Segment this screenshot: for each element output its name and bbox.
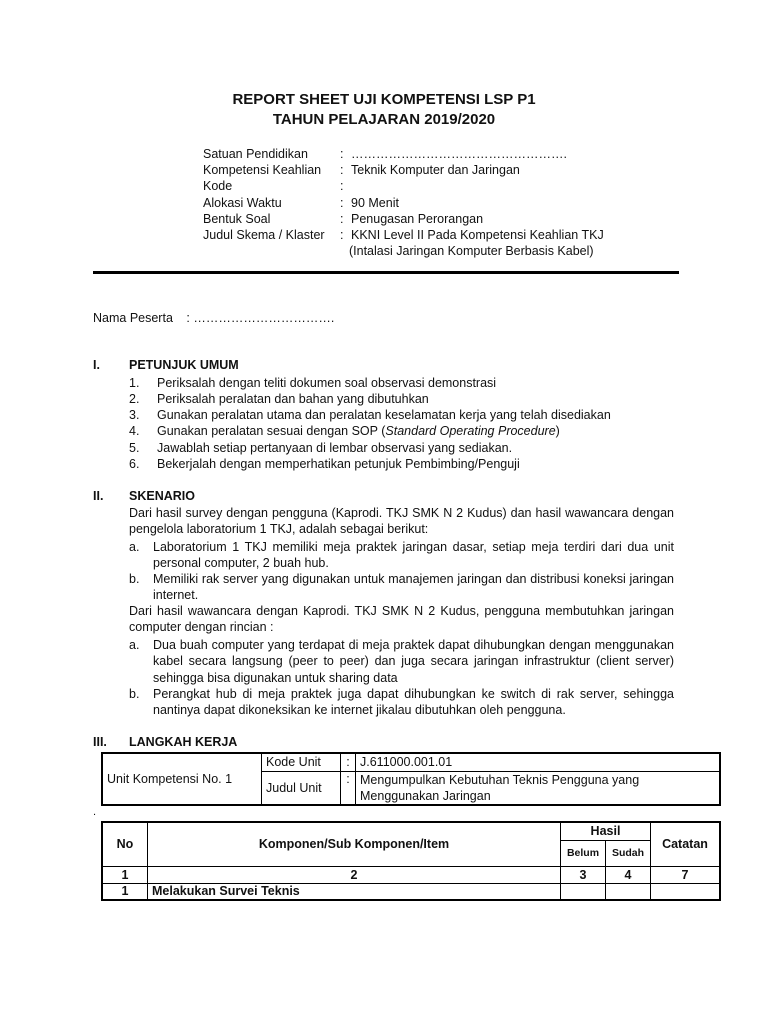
judul-unit-colon: : [341,771,356,805]
col-number: 2 [148,866,561,883]
unit-number-cell: Unit Kompetensi No. 1 [102,753,262,805]
paragraph: Dari hasil wawancara dengan Kaprodi. TKJ SMK N 2 Kudus, pengguna membutuhkan jaringan computer dengan rincian : [129,604,674,635]
list-item-italic-text: Standard Operating Procedure [385,424,556,438]
row-sudah-cell[interactable] [606,883,651,900]
col-number: 7 [651,866,721,883]
section-title: PETUNJUK UMUM [129,358,239,372]
col-number: 3 [561,866,606,883]
meta-colon: : [340,228,344,242]
alpha-list-marker: a. [129,638,140,652]
section-title: LANGKAH KERJA [129,735,238,749]
header-belum: Belum [561,840,606,866]
list-item [129,375,674,391]
table-row [102,883,720,900]
meta-label: Kompetensi Keahlian [203,163,322,177]
alpha-list-marker: b. [129,572,140,586]
list-item-number: 2. [129,392,140,406]
row-no: 1 [102,883,148,900]
header-catatan: Catatan [651,822,721,866]
list-item-number: 3. [129,408,140,422]
list-item [129,456,674,472]
participant-label: Nama Peserta [93,311,173,325]
meta-value: 90 Menit [351,196,399,210]
alpha-list-item [129,686,674,719]
judul-unit-value-line2: Menggunakan Jaringan [360,788,491,803]
header-divider [93,271,679,274]
kode-unit-label: Kode Unit [262,753,341,771]
col-number: 4 [606,866,651,883]
paragraph: Dari hasil survey dengan pengguna (Kaprodi. TKJ SMK N 2 Kudus) dan hasil wawancara dengan pengelola laboratorium 1 TKJ, adalah sebagai berikut: [129,506,674,537]
alpha-list-item [129,637,674,686]
section-title: SKENARIO [129,489,195,503]
document-title-line1: REPORT SHEET UJI KOMPETENSI LSP P1 [232,91,536,108]
judul-unit-value-line1: Mengumpulkan Kebutuhan Teknis Pengguna yang [360,772,640,787]
row-belum-cell[interactable] [561,883,606,900]
alpha-list-item [129,539,674,572]
list-item-text: Periksalah dengan teliti dokumen soal observasi demonstrasi [157,376,497,390]
judul-unit-value [356,771,721,805]
judul-unit-label: Judul Unit [262,771,341,805]
meta-value: KKNI Level II Pada Kompetensi Keahlian TKJ [351,228,604,242]
header-no: No [102,822,148,866]
document-title-line2: TAHUN PELAJARAN 2019/2020 [272,111,496,128]
meta-label: Bentuk Soal [203,212,271,226]
list-item-number: 5. [129,441,140,455]
meta-label: Judul Skema / Klaster [203,228,325,242]
unit-competency-table [101,752,721,806]
alpha-list-item [129,571,674,604]
list-item-number: 4. [129,424,140,438]
list-item-text: Bekerjalah dengan memperhatikan petunjuk Pembimbing/Penguji [157,457,520,471]
alpha-list-marker: a. [129,540,140,554]
component-table [101,821,721,901]
list-item-text: Gunakan peralatan sesuai dengan SOP ( [157,424,386,438]
list-item-text-group [157,423,560,439]
header-sudah: Sudah [606,840,651,866]
section-number: I. [93,358,100,372]
kode-unit-value: J.611000.001.01 [356,753,721,771]
list-item [129,423,674,439]
list-item-text: Jawablah setiap pertanyaan di lembar observasi yang sediakan. [157,441,513,455]
kode-unit-colon: : [341,753,356,771]
meta-colon: : [340,212,344,226]
list-item-text: Gunakan peralatan utama dan peralatan keselamatan kerja yang telah disediakan [157,408,611,422]
header-hasil: Hasil [561,822,651,840]
alpha-list-marker: b. [129,687,140,701]
row-catatan-cell[interactable] [651,883,721,900]
meta-value: ……………………………………………. [351,147,567,161]
header-komponen: Komponen/Sub Komponen/Item [148,822,561,866]
list-item [129,407,674,423]
meta-label: Alokasi Waktu [203,196,282,210]
meta-colon: : [340,196,344,210]
section-number: II. [93,489,104,503]
meta-label: Kode [203,179,233,193]
participant-value-field: : ……………………………. [186,311,335,325]
meta-colon: : [340,179,344,193]
list-item-text: Periksalah peralatan dan bahan yang dibutuhkan [157,392,429,406]
alpha-list-text: Memiliki rak server yang digunakan untuk manajemen jaringan dan distribusi koneksi jaringan internet. [153,572,674,603]
meta-label: Satuan Pendidikan [203,147,308,161]
meta-value: (Intalasi Jaringan Komputer Berbasis Kabel) [349,244,594,258]
row-text: Melakukan Survei Teknis [148,883,561,900]
list-item-number: 6. [129,457,140,471]
alpha-list-text: Laboratorium 1 TKJ memiliki meja praktek jaringan dasar, setiap meja terdiri dari dua unit personal computer, 2 buah hub. [153,540,674,571]
meta-value: Penugasan Perorangan [351,212,484,226]
participant-line [93,311,334,325]
list-item-number: 1. [129,376,140,390]
alpha-list-text: Dua buah computer yang terdapat di meja praktek dapat dihubungkan dengan menggunakan kabel secara langsung (peer to peer) dan juga secara jaringan infrastruktur (client server) sehingga bisa digunakan untuk sharing data [153,638,674,685]
meta-value: Teknik Komputer dan Jaringan [351,163,520,177]
col-number: 1 [102,866,148,883]
list-item [129,391,674,407]
list-item [129,440,674,456]
list-item-text-after: ) [555,424,560,438]
stray-dot: . [93,806,97,818]
alpha-list-text: Perangkat hub di meja praktek juga dapat dihubungkan ke switch di rak server, sehingga nantinya dapat dikoneksikan ke internet jikalau dibutuhkan oleh pengguna. [153,687,674,718]
meta-colon: : [340,147,344,161]
meta-colon: : [340,163,344,177]
section-number: III. [93,735,107,749]
